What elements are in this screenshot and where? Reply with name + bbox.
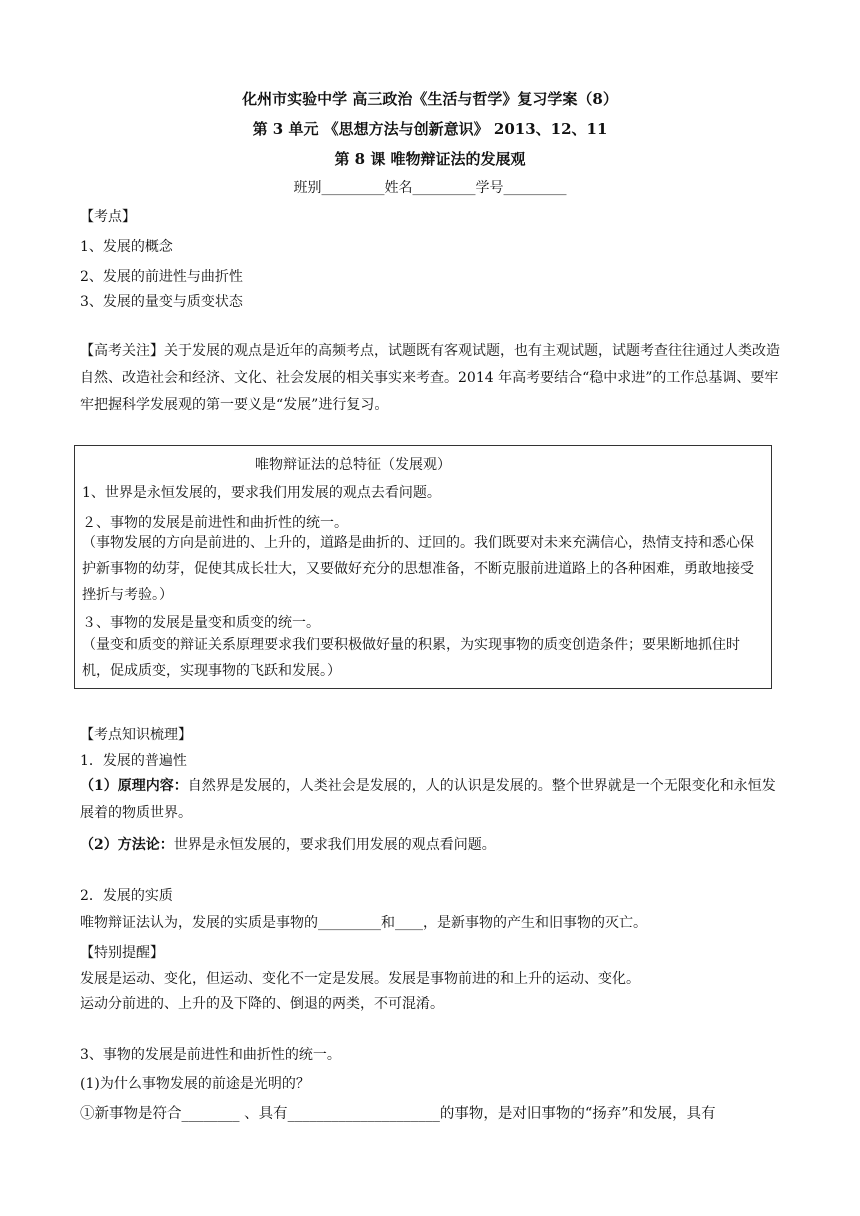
- section-title: 2．发展的实质: [80, 888, 173, 904]
- principle-text: 自然界是发展的，人类社会是发展的，人的认识是发展的。整个世界就是一个无限变化和永恒发展着的物质世界。: [80, 778, 776, 821]
- section-title: 3、事物的发展是前进性和曲折性的统一。: [80, 1047, 341, 1063]
- summary-item: ３、事物的发展是量变和质变的统一。: [82, 615, 320, 631]
- method-text: 世界是永恒发展的，要求我们用发展的观点看问题。: [173, 837, 496, 853]
- summary-item: 1、世界是永恒发展的，要求我们用发展的观点去看问题。: [82, 485, 441, 501]
- section-title: 1．发展的普遍性: [80, 753, 187, 769]
- student-info-line: 班别_________姓名_________学号_________: [293, 180, 567, 196]
- answer-line: ①新事物是符合________ 、具有_____________________的事物，是对旧事物的“扬弃”和发展，具有: [80, 1106, 716, 1122]
- kaodian-item: 3、发展的量变与质变状态: [80, 294, 243, 310]
- doc-title: 化州市实验中学 高三政治《生活与哲学》复习学案（8）: [242, 90, 618, 108]
- summary-box-title: 唯物辩证法的总特征（发展观）: [255, 457, 451, 473]
- summary-item: ２、事物的发展是前进性和曲折性的统一。: [82, 515, 348, 531]
- method-label: （2）方法论：: [80, 837, 174, 853]
- question-line: (1)为什么事物发展的前途是光明的？: [80, 1076, 310, 1092]
- reminder-line: 发展是运动、变化，但运动、变化不一定是发展。发展是事物前进的和上升的运动、变化。: [80, 971, 640, 987]
- gaokao-paragraph: 【高考关注】关于发展的观点是近年的高频考点，试题既有客观试题，也有主观试题，试题考查往往通过人类改造自然、改造社会和经济、文化、社会发展的相关事实来考查。2014 年高考要结合“稳中求进”的工作总基调、要牢牢把握科学发展观的第一要义是“发展”进行复习。: [80, 343, 780, 413]
- principle-paragraph: [80, 773, 780, 827]
- review-heading: 【考点知识梳理】: [80, 727, 192, 743]
- summary-note: （量变和质变的辩证关系原理要求我们要积极做好量的积累，为实现事物的质变创造条件；要果断地抓住时机，促成质变，实现事物的飞跃和发展。）: [82, 637, 740, 679]
- principle-label: （1）原理内容：: [80, 778, 188, 794]
- summary-box: [74, 445, 772, 689]
- doc-unit-line: 第 3 单元 《思想方法与创新意识》 2013、12、11: [252, 120, 608, 138]
- kaodian-item: 2、发展的前进性与曲折性: [80, 269, 243, 285]
- doc-lesson-line: 第 8 课 唯物辩证法的发展观: [334, 150, 526, 168]
- reminder-line: 运动分前进的、上升的及下降的、倒退的两类，不可混淆。: [80, 996, 444, 1012]
- method-paragraph: [80, 832, 780, 859]
- kaodian-item: 1、发展的概念: [80, 239, 173, 255]
- summary-note: （事物发展的方向是前进的、上升的，道路是曲折的、迂回的。我们既要对未来充满信心，热情支持和悉心保护新事物的幼芽，促使其成长壮大，又要做好充分的思想准备，不断克服前进道路上的各种困难，勇敢地接受挫折与考验。）: [82, 535, 754, 603]
- reminder-heading: 【特别提醒】: [80, 945, 164, 961]
- kaodian-heading: 【考点】: [80, 209, 136, 225]
- essence-sentence: 唯物辩证法认为，发展的实质是事物的_________和____，是新事物的产生和旧事物的灭亡。: [80, 915, 647, 931]
